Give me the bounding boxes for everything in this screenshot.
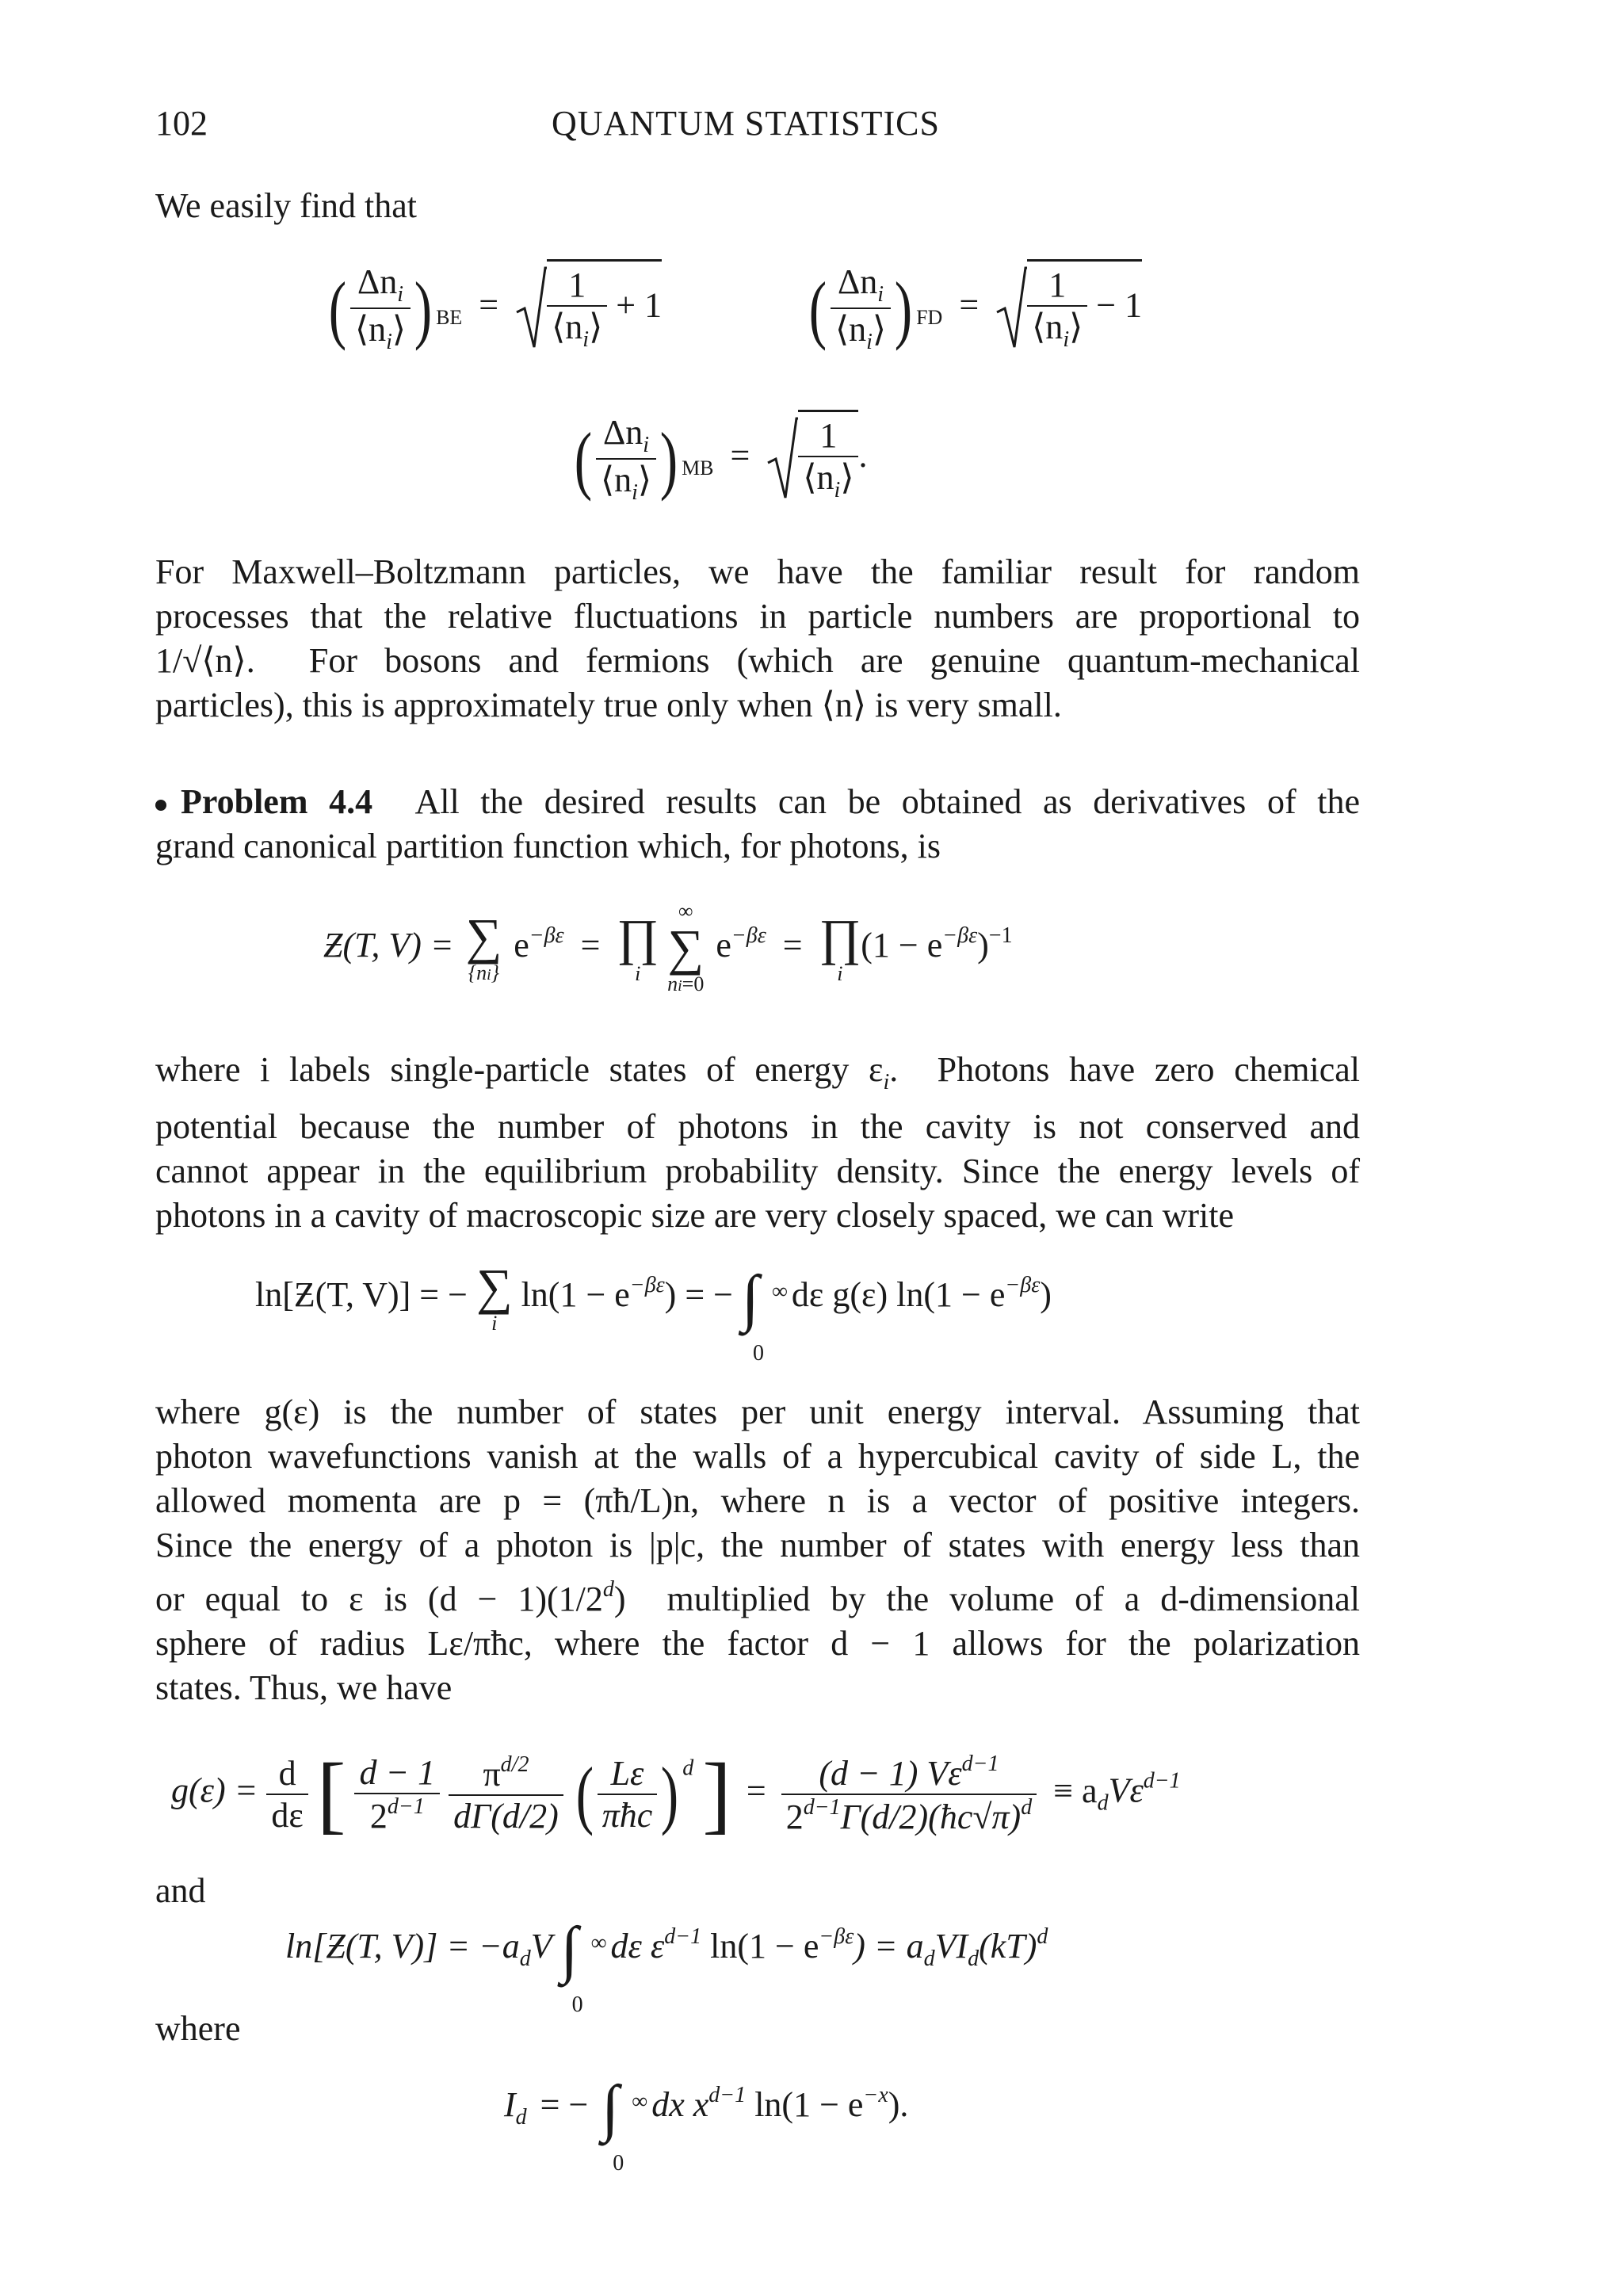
problem-label: Problem 4.4: [181, 782, 373, 821]
sqrt-symbol: [766, 415, 798, 502]
equation-density-of-states: g(ε) = $\frac{d}{d\varepsilon}$ [ $\frac{d - 1}{2^{d-1}}$ $\frac{\pi^{d/2}}{d\Gamma(d/2)}$ ( $\frac{L\varepsilon}{\text{πħc}}$ ) $^d$ ] = $\frac{(d - 1) V\varepsilon^{d-1}}{2^{d-1}\Gamma(d/2)(ħc√\pi)^d}$ ≡ $a_dV\varepsilon^{d-1}$: [171, 1745, 1181, 1842]
problem-4-4: Problem 4.4 All the desired results can be obtained as derivatives of the grand canonical partition function which, for photons, is: [155, 782, 1360, 865]
page-header: [155, 103, 1360, 151]
sqrt-symbol: [515, 265, 547, 352]
running-head: QUANTUM STATISTICS: [552, 104, 940, 143]
integral-symbol: ∫ ∞ 0: [560, 1915, 607, 2017]
bullet-icon: [155, 800, 166, 811]
sqrt-symbol: [995, 265, 1027, 352]
integral-symbol: ∫ ∞ 0: [741, 1263, 788, 1366]
intro-text: We easily find that: [155, 186, 418, 225]
equation-fluctuation-mb: ( $\frac{\Delta n_i}{⟨n_i⟩}$ ) $_{MB}$ = $\frac{1}{⟨n_i⟩}$ .: [571, 412, 867, 506]
integral-symbol: ∫ ∞ 0: [601, 2073, 648, 2176]
where-label: where: [155, 2009, 241, 2048]
equation-ln-partition-result: ln[Ƶ(T, $V)] = -a_dV$ ∫ ∞ 0 dε $\varepsilon^{d-1}$ $\ln(1 - e^{-\beta\varepsilon}) = a_dVI_d(kT)^d$: [285, 1915, 1048, 2017]
paragraph-mb-fluctuations: For Maxwell–Boltzmann particles, we have the familiar result for random processes that the relative fluctuations in particle numbers are proportional to 1/√⟨n⟩. For bosons and fermions (which are genuine quantum-mechanical particles), this is approximately true only when ⟨n⟩ is very small.: [155, 552, 1360, 724]
paragraph-density-of-states: where g(ε) is the number of states per unit energy interval. Assuming that photon wavefunctions vanish at the walls of a hypercubical cavity of side L, the allowed momenta are p = (πħ/L)n, where n is a vector of positive integers. Since the energy of a photon is |p|c, the number of states with energy less than or equal to ε is $(d - 1)(1/2^d)$ multiplied by the volume of a d-dimensional sphere of radius Lε/πħc, where the factor d − 1 allows for the polarization states. Thus, we have: [155, 1392, 1361, 1707]
equation-fluctuation-be: ( $\frac{\Delta n_i}{⟨n_i⟩}$ ) $_{BE}$ = $\frac{1}{⟨n_i⟩}$ + 1: [325, 262, 662, 355]
equation-partition-function: Ƶ(T, V) = ∑ {ni} $e^{-\beta\varepsilon}$ = ∏ i ∞ ∑ ni=0 $e^{-\beta\varepsilon}$ = ∏ i $(1 - e^{-\beta\varepsilon})^{-1}$: [323, 900, 1013, 995]
equation-integral-id: $I_d$ = − ∫ ∞ 0 dx $x^{d-1}$ $\ln(1 - e^{-x})$.: [504, 2073, 909, 2176]
equation-fluctuation-fd: ( $\frac{\Delta n_i}{⟨n_i⟩}$ ) $_{FD}$ = $\frac{1}{⟨n_i⟩}$ − 1: [805, 262, 1142, 355]
and-label: and: [155, 1871, 206, 1910]
page-number: 102: [155, 104, 208, 143]
paragraph-photon-potential: where i labels single-particle states of energy $\varepsilon_i$. Photons have zero chemical potential because the number of photons in the cavity is not conserved and cannot appear in the equilibrium probability density. Since the energy levels of photons in a cavity of macroscopic size are very closely spaced, we can write: [155, 1050, 1360, 1235]
equation-ln-partition: ln[Ƶ(T, V)] = − ∑ i $\ln(1 - e^{-\beta\varepsilon})$ = − ∫ ∞ 0 dε g(ε) $\ln(1 - e^{-\beta\varepsilon})$: [255, 1259, 1052, 1366]
